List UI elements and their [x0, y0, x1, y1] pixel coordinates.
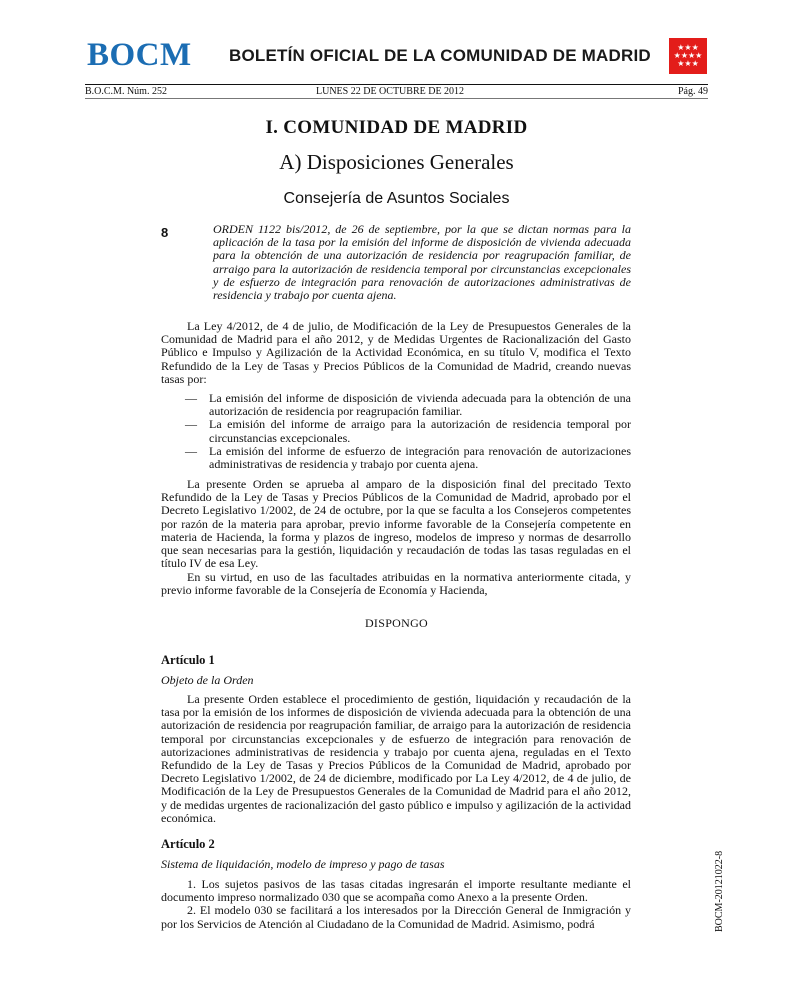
- document-code: BOCM-20121022-8: [714, 850, 725, 932]
- list-item: [185, 392, 631, 418]
- order-title: ORDEN 1122 bis/2012, de 26 de septiembre, por la que se dictan normas para la aplicación de la tasa por la emisión del informe de disposición de vivienda adecuada para la obtención de una autorización de residencia por reagrupación familiar, de arraigo para la autorización de residencia temporal por circunstancias excepcionales y de esfuerzo de integración para renovación de autorizaciones administrativas de residencia y trabajo por cuenta ajena.: [213, 222, 631, 303]
- page-number: Pág. 49: [678, 86, 708, 97]
- issue-number: B.O.C.M. Núm. 252: [85, 86, 167, 97]
- article-2-paragraph-1: 1. Los sujetos pasivos de las tasas citadas ingresarán el importe resultante mediante el documento impreso normalizado 030 que se acompaña como Anexo a la presente Orden.: [161, 877, 631, 905]
- list-item: [185, 445, 631, 471]
- flag-stars: ★★★ ★★★★ ★★★: [673, 43, 703, 68]
- section-title: I. COMUNIDAD DE MADRID: [265, 117, 528, 138]
- paragraph-virtue: En su virtud, en uso de las facultades atribuidas en la normativa anteriormente citada, y previo informe favorable de la Consejería de Economía y Hacienda,: [161, 570, 631, 598]
- paragraph-intro: La Ley 4/2012, de 4 de julio, de Modificación de la Ley de Presupuestos Generales de la Comunidad de Madrid para el año 2012, y de Medidas Urgentes de Racionalización del Gasto Público e Impulso y Agilización de la Actividad Económica, en su título V, modifica el Texto Refundido de la Ley de Tasas y Precios Públicos de la Comunidad de Madrid, creando nuevas tasas por:: [161, 319, 631, 386]
- article-1-heading: Artículo 1: [161, 653, 215, 667]
- department-title: Consejería de Asuntos Sociales: [283, 190, 510, 207]
- dash-list: [185, 392, 631, 471]
- header-rule-bottom: [85, 98, 708, 99]
- bulletin-title: BOLETÍN OFICIAL DE LA COMUNIDAD DE MADRID: [229, 46, 651, 65]
- issue-meta-line: [85, 85, 708, 98]
- issue-date: LUNES 22 DE OCTUBRE DE 2012: [316, 86, 465, 97]
- list-item-text: La emisión del informe de disposición de vivienda adecuada para la obtención de una autorización de residencia por reagrupación familiar.: [209, 391, 631, 419]
- article-2-subheading: Sistema de liquidación, modelo de impreso y pago de tasas: [161, 857, 445, 871]
- article-2-paragraph-2: 2. El modelo 030 se facilitará a los interesados por la Dirección General de Inmigración y por los Servicios de Atención al Ciudadano de la Comunidad de Madrid. Asimismo, podrá: [161, 903, 631, 931]
- article-1-subheading: Objeto de la Orden: [161, 673, 254, 687]
- list-item: [185, 418, 631, 444]
- dash-bullet: —: [185, 391, 197, 405]
- dispongo-heading: DISPONGO: [364, 616, 429, 630]
- dash-bullet: —: [185, 417, 197, 432]
- list-item-text: La emisión del informe de esfuerzo de integración para renovación de autorizaciones administrativas de residencia y trabajo por cuenta ajena.: [209, 443, 631, 472]
- order-number: 8: [161, 225, 169, 240]
- list-item-text: La emisión del informe de arraigo para la autorización de residencia temporal por circunstancias excepcionales.: [209, 417, 631, 445]
- article-2-heading: Artículo 2: [161, 837, 215, 851]
- article-2-paragraphs: [161, 878, 631, 931]
- bocm-logo: BOCM: [87, 37, 192, 73]
- article-1-paragraph: La presente Orden establece el procedimiento de gestión, liquidación y recaudación de la tasa por la emisión de los informes de disposición de vivienda adecuada para la obtención de una autorización de residencia por reagrupación familiar, de arraigo para la autorización de residencia temporal por circunstancias excepcionales y de esfuerzo de integración para renovación de autorizaciones administrativas de residencia y trabajo por cuenta ajena, reguladas en el Texto Refundido de la Ley de Tasas y Precios Públicos de la Comunidad de Madrid, aprobado por Decreto Legislativo 1/2002, de 24 de diciembre, modificado por La Ley 4/2012, de 4 de julio, de Modificación de la Ley de Presupuestos Generales de la Comunidad de Madrid para el año 2012, y de medidas urgentes de racionalización del gasto público e impulso y agilización de la actividad económica.: [161, 692, 631, 825]
- subsection-title: A) Disposiciones Generales: [279, 150, 514, 174]
- dash-bullet: —: [185, 443, 197, 458]
- madrid-flag-icon: [669, 38, 707, 74]
- paragraph-legal-basis: La presente Orden se aprueba al amparo de la disposición final del precitado Texto Refundido de la Ley de Tasas y Precios Públicos de la Comunidad de Madrid, aprobado por el Decreto Legislativo 1/2002, de 24 de octubre, por la que se faculta a los Consejeros competentes por razón de la materia para aprobar, previo informe favorable de la Consejería competente en materia de Hacienda, la forma y plazos de ingreso, modelos de impreso y normas de desarrollo que sean necesarias para la gestión, liquidación y recaudación de todas las tasas reguladas en el título IV de esa Ley.: [161, 477, 631, 571]
